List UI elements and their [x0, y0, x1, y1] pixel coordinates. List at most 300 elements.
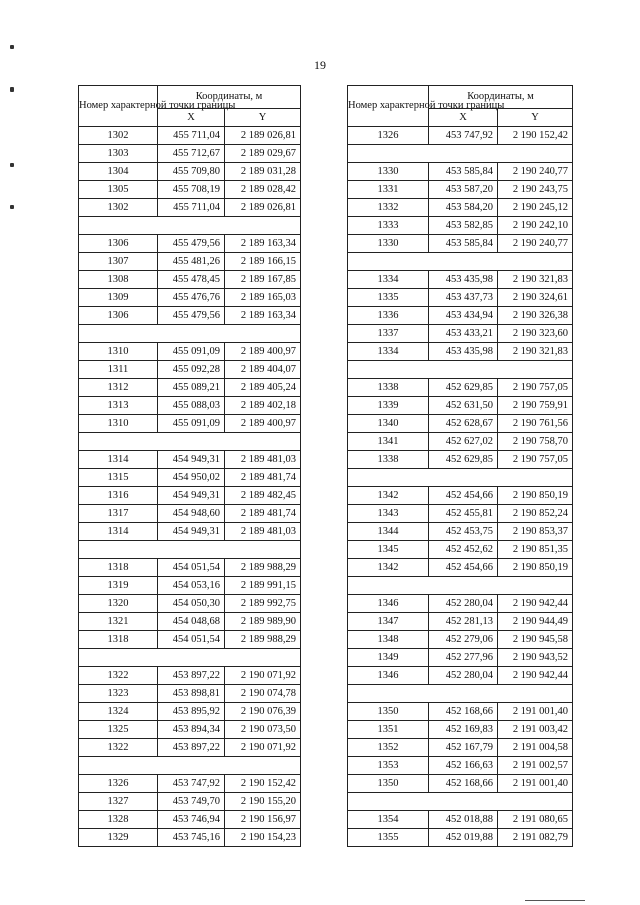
table-row — [79, 703, 301, 721]
table-row — [348, 433, 573, 451]
point-number-cell: 1346 — [348, 595, 429, 613]
table-row — [348, 829, 573, 847]
table-row — [348, 631, 573, 649]
table-row — [348, 343, 573, 361]
separator-row — [79, 649, 301, 667]
y-coordinate-cell: 2 190 156,97 — [225, 811, 301, 829]
y-coordinate-cell: 2 190 071,92 — [225, 667, 301, 685]
point-number-cell: 1302 — [79, 127, 158, 145]
table-row — [79, 199, 301, 217]
point-number-cell: 1336 — [348, 307, 429, 325]
x-coordinate-cell: 453 747,92 — [158, 775, 225, 793]
point-number-cell: 1348 — [348, 631, 429, 649]
x-coordinate-cell: 453 749,70 — [158, 793, 225, 811]
x-coordinate-cell: 453 898,81 — [158, 685, 225, 703]
point-number-cell: 1314 — [79, 523, 158, 541]
table-row — [348, 181, 573, 199]
x-coordinate-cell: 452 167,79 — [429, 739, 498, 757]
y-coordinate-cell: 2 189 400,97 — [225, 415, 301, 433]
x-coordinate-cell: 455 711,04 — [158, 199, 225, 217]
y-coordinate-cell: 2 190 943,52 — [498, 649, 573, 667]
x-coordinate-cell: 454 053,16 — [158, 577, 225, 595]
point-number-cell: 1350 — [348, 775, 429, 793]
table-row — [79, 235, 301, 253]
point-number-cell: 1327 — [79, 793, 158, 811]
x-coordinate-cell: 455 479,56 — [158, 235, 225, 253]
table-row — [79, 559, 301, 577]
point-number-cell: 1345 — [348, 541, 429, 559]
y-coordinate-cell: 2 190 073,50 — [225, 721, 301, 739]
y-coordinate-cell: 2 191 001,40 — [498, 703, 573, 721]
separator-row — [79, 217, 301, 235]
table-row — [79, 829, 301, 847]
separator-cell — [79, 217, 301, 235]
table-row — [79, 271, 301, 289]
table-row — [348, 487, 573, 505]
coordinates-table-right — [347, 85, 573, 847]
y-coordinate-cell: 2 190 758,70 — [498, 433, 573, 451]
point-number-cell: 1302 — [79, 199, 158, 217]
point-number-cell: 1318 — [79, 631, 158, 649]
separator-cell — [79, 325, 301, 343]
y-coordinate-cell: 2 190 942,44 — [498, 595, 573, 613]
point-number-cell: 1325 — [79, 721, 158, 739]
separator-row — [348, 145, 573, 163]
x-coordinate-cell: 455 712,67 — [158, 145, 225, 163]
x-coordinate-cell: 455 476,76 — [158, 289, 225, 307]
point-number-cell: 1355 — [348, 829, 429, 847]
y-coordinate-cell: 2 190 240,77 — [498, 163, 573, 181]
table-row — [79, 613, 301, 631]
table-row — [348, 559, 573, 577]
y-coordinate-cell: 2 190 759,91 — [498, 397, 573, 415]
x-coordinate-cell: 452 631,50 — [429, 397, 498, 415]
point-number-cell: 1326 — [79, 775, 158, 793]
y-coordinate-cell: 2 190 761,56 — [498, 415, 573, 433]
y-coordinate-cell: 2 190 326,38 — [498, 307, 573, 325]
y-coordinate-cell: 2 189 167,85 — [225, 271, 301, 289]
x-coordinate-cell: 452 168,66 — [429, 775, 498, 793]
table-row — [79, 811, 301, 829]
x-coordinate-cell: 452 454,66 — [429, 487, 498, 505]
y-coordinate-cell: 2 189 481,74 — [225, 469, 301, 487]
coordinates-header: Координаты, м — [429, 86, 573, 109]
x-coordinate-cell: 452 627,02 — [429, 433, 498, 451]
point-number-cell: 1354 — [348, 811, 429, 829]
y-coordinate-cell: 2 189 481,03 — [225, 451, 301, 469]
separator-row — [348, 469, 573, 487]
y-coordinate-cell: 2 191 004,58 — [498, 739, 573, 757]
point-number-cell: 1338 — [348, 451, 429, 469]
table-row — [348, 739, 573, 757]
separator-cell — [348, 577, 573, 595]
separator-cell — [348, 685, 573, 703]
y-coordinate-cell: 2 189 992,75 — [225, 595, 301, 613]
separator-cell — [348, 469, 573, 487]
point-number-cell: 1320 — [79, 595, 158, 613]
x-coordinate-cell: 452 277,96 — [429, 649, 498, 667]
separator-cell — [348, 793, 573, 811]
y-coordinate-cell: 2 190 240,77 — [498, 235, 573, 253]
x-coordinate-cell: 452 454,66 — [429, 559, 498, 577]
table-row — [348, 271, 573, 289]
table-row — [79, 289, 301, 307]
table-row — [348, 415, 573, 433]
point-number-cell: 1343 — [348, 505, 429, 523]
y-coordinate-cell: 2 191 082,79 — [498, 829, 573, 847]
table-row — [79, 451, 301, 469]
x-coordinate-cell: 452 280,04 — [429, 595, 498, 613]
separator-cell — [79, 649, 301, 667]
y-header: Y — [225, 109, 301, 127]
point-number-cell: 1352 — [348, 739, 429, 757]
x-coordinate-cell: 452 018,88 — [429, 811, 498, 829]
point-number-cell: 1339 — [348, 397, 429, 415]
x-coordinate-cell: 455 091,09 — [158, 415, 225, 433]
point-number-cell: 1311 — [79, 361, 158, 379]
x-coordinate-cell: 452 629,85 — [429, 379, 498, 397]
point-number-cell: 1341 — [348, 433, 429, 451]
x-coordinate-cell: 454 048,68 — [158, 613, 225, 631]
x-coordinate-cell: 452 279,06 — [429, 631, 498, 649]
x-coordinate-cell: 453 585,84 — [429, 163, 498, 181]
point-number-cell: 1326 — [348, 127, 429, 145]
table-row — [79, 667, 301, 685]
point-number-cell: 1342 — [348, 559, 429, 577]
x-coordinate-cell: 453 587,20 — [429, 181, 498, 199]
y-coordinate-cell: 2 190 944,49 — [498, 613, 573, 631]
x-coordinate-cell: 452 629,85 — [429, 451, 498, 469]
y-coordinate-cell: 2 190 757,05 — [498, 379, 573, 397]
point-number-cell: 1349 — [348, 649, 429, 667]
point-number-cell: 1353 — [348, 757, 429, 775]
table-row — [79, 793, 301, 811]
y-coordinate-cell: 2 189 989,90 — [225, 613, 301, 631]
table-row — [348, 289, 573, 307]
y-coordinate-cell: 2 189 481,74 — [225, 505, 301, 523]
table-row — [348, 235, 573, 253]
y-coordinate-cell: 2 189 482,45 — [225, 487, 301, 505]
y-coordinate-cell: 2 190 942,44 — [498, 667, 573, 685]
point-number-cell: 1324 — [79, 703, 158, 721]
x-coordinate-cell: 455 088,03 — [158, 397, 225, 415]
x-header: X — [429, 109, 498, 127]
point-number-cell: 1303 — [79, 145, 158, 163]
point-number-cell: 1313 — [79, 397, 158, 415]
x-coordinate-cell: 452 168,66 — [429, 703, 498, 721]
table-row — [348, 721, 573, 739]
point-number-cell: 1310 — [79, 343, 158, 361]
table-row — [348, 757, 573, 775]
x-coordinate-cell: 452 453,75 — [429, 523, 498, 541]
separator-cell — [348, 253, 573, 271]
point-number-cell: 1333 — [348, 217, 429, 235]
table-row — [79, 253, 301, 271]
y-coordinate-cell: 2 190 152,42 — [498, 127, 573, 145]
x-coordinate-cell: 453 433,21 — [429, 325, 498, 343]
separator-row — [79, 325, 301, 343]
point-number-cell: 1310 — [79, 415, 158, 433]
x-coordinate-cell: 453 437,73 — [429, 289, 498, 307]
x-coordinate-cell: 452 452,62 — [429, 541, 498, 559]
table-row — [348, 397, 573, 415]
point-number-cell: 1344 — [348, 523, 429, 541]
y-coordinate-cell: 2 190 757,05 — [498, 451, 573, 469]
table-row — [79, 721, 301, 739]
table-row — [79, 361, 301, 379]
left-table-body — [79, 127, 301, 847]
y-coordinate-cell: 2 190 853,37 — [498, 523, 573, 541]
separator-row — [79, 433, 301, 451]
page-number: 19 — [314, 58, 326, 72]
point-number-cell: 1314 — [79, 451, 158, 469]
x-coordinate-cell: 453 435,98 — [429, 343, 498, 361]
point-number-cell: 1308 — [79, 271, 158, 289]
y-coordinate-cell: 2 190 321,83 — [498, 343, 573, 361]
x-coordinate-cell: 452 169,83 — [429, 721, 498, 739]
y-coordinate-cell: 2 190 074,78 — [225, 685, 301, 703]
right-table-body — [348, 127, 573, 847]
table-row — [79, 739, 301, 757]
x-coordinate-cell: 453 585,84 — [429, 235, 498, 253]
table-row — [79, 487, 301, 505]
y-coordinate-cell: 2 189 026,81 — [225, 127, 301, 145]
x-coordinate-cell: 453 897,22 — [158, 739, 225, 757]
y-coordinate-cell: 2 190 242,10 — [498, 217, 573, 235]
point-number-cell: 1338 — [348, 379, 429, 397]
y-coordinate-cell: 2 191 001,40 — [498, 775, 573, 793]
y-coordinate-cell: 2 189 991,15 — [225, 577, 301, 595]
y-coordinate-cell: 2 189 404,07 — [225, 361, 301, 379]
point-number-cell: 1322 — [79, 739, 158, 757]
point-number-cell: 1305 — [79, 181, 158, 199]
separator-row — [348, 685, 573, 703]
point-number-cell: 1317 — [79, 505, 158, 523]
separator-cell — [79, 433, 301, 451]
x-coordinate-cell: 455 708,19 — [158, 181, 225, 199]
x-coordinate-cell: 455 089,21 — [158, 379, 225, 397]
y-coordinate-cell: 2 189 026,81 — [225, 199, 301, 217]
point-number-cell: 1335 — [348, 289, 429, 307]
y-coordinate-cell: 2 191 003,42 — [498, 721, 573, 739]
scan-mark — [10, 87, 14, 92]
x-coordinate-cell: 455 479,56 — [158, 307, 225, 325]
y-coordinate-cell: 2 190 323,60 — [498, 325, 573, 343]
point-number-cell: 1304 — [79, 163, 158, 181]
x-coordinate-cell: 454 949,31 — [158, 487, 225, 505]
point-number-cell: 1332 — [348, 199, 429, 217]
table-row — [79, 469, 301, 487]
x-coordinate-cell: 452 019,88 — [429, 829, 498, 847]
table-row — [348, 595, 573, 613]
y-coordinate-cell: 2 189 400,97 — [225, 343, 301, 361]
x-coordinate-cell: 455 478,45 — [158, 271, 225, 289]
y-coordinate-cell: 2 189 031,28 — [225, 163, 301, 181]
y-coordinate-cell: 2 190 945,58 — [498, 631, 573, 649]
table-row — [79, 163, 301, 181]
table-row — [348, 523, 573, 541]
table-row — [79, 181, 301, 199]
x-coordinate-cell: 454 051,54 — [158, 559, 225, 577]
separator-row — [79, 757, 301, 775]
point-number-cell: 1351 — [348, 721, 429, 739]
table-row — [79, 397, 301, 415]
table-row — [79, 127, 301, 145]
point-number-cell: 1322 — [79, 667, 158, 685]
x-coordinate-cell: 452 455,81 — [429, 505, 498, 523]
x-coordinate-cell: 453 584,20 — [429, 199, 498, 217]
table-row — [79, 505, 301, 523]
table-row — [348, 667, 573, 685]
table-row — [79, 379, 301, 397]
x-coordinate-cell: 455 709,80 — [158, 163, 225, 181]
point-number-cell: 1323 — [79, 685, 158, 703]
separator-cell — [348, 361, 573, 379]
y-coordinate-cell: 2 189 166,15 — [225, 253, 301, 271]
y-coordinate-cell: 2 190 850,19 — [498, 487, 573, 505]
x-coordinate-cell: 455 711,04 — [158, 127, 225, 145]
x-coordinate-cell: 454 949,31 — [158, 523, 225, 541]
y-coordinate-cell: 2 189 988,29 — [225, 631, 301, 649]
y-coordinate-cell: 2 190 076,39 — [225, 703, 301, 721]
table-row — [348, 613, 573, 631]
table-row — [348, 307, 573, 325]
point-number-cell: 1347 — [348, 613, 429, 631]
footer-rule — [525, 900, 585, 901]
y-coordinate-cell: 2 190 245,12 — [498, 199, 573, 217]
table-row — [348, 505, 573, 523]
scan-mark — [10, 205, 14, 209]
y-coordinate-cell: 2 190 851,35 — [498, 541, 573, 559]
point-number-cell: 1312 — [79, 379, 158, 397]
x-coordinate-cell: 454 051,54 — [158, 631, 225, 649]
point-number-cell: 1342 — [348, 487, 429, 505]
x-coordinate-cell: 453 582,85 — [429, 217, 498, 235]
point-number-header: Номер характерной точки границы — [348, 86, 429, 127]
point-number-cell: 1334 — [348, 343, 429, 361]
point-number-cell: 1306 — [79, 307, 158, 325]
point-number-cell: 1307 — [79, 253, 158, 271]
x-coordinate-cell: 452 628,67 — [429, 415, 498, 433]
table-row — [79, 307, 301, 325]
separator-row — [348, 361, 573, 379]
y-coordinate-cell: 2 190 243,75 — [498, 181, 573, 199]
point-number-cell: 1329 — [79, 829, 158, 847]
point-number-cell: 1350 — [348, 703, 429, 721]
x-coordinate-cell: 453 894,34 — [158, 721, 225, 739]
separator-row — [79, 541, 301, 559]
y-coordinate-cell: 2 189 029,67 — [225, 145, 301, 163]
x-coordinate-cell: 453 435,98 — [429, 271, 498, 289]
point-number-cell: 1330 — [348, 235, 429, 253]
table-row — [348, 217, 573, 235]
x-coordinate-cell: 455 091,09 — [158, 343, 225, 361]
coordinates-table-left — [78, 85, 301, 847]
point-number-cell: 1321 — [79, 613, 158, 631]
y-coordinate-cell: 2 189 481,03 — [225, 523, 301, 541]
point-number-cell: 1319 — [79, 577, 158, 595]
point-number-cell: 1316 — [79, 487, 158, 505]
table-row — [348, 127, 573, 145]
table-row — [79, 685, 301, 703]
y-coordinate-cell: 2 190 850,19 — [498, 559, 573, 577]
table-row — [79, 343, 301, 361]
point-number-cell: 1330 — [348, 163, 429, 181]
x-coordinate-cell: 453 745,16 — [158, 829, 225, 847]
x-coordinate-cell: 453 746,94 — [158, 811, 225, 829]
table-row — [348, 163, 573, 181]
point-number-cell: 1315 — [79, 469, 158, 487]
table-row — [79, 775, 301, 793]
x-coordinate-cell: 453 434,94 — [429, 307, 498, 325]
table-row — [79, 595, 301, 613]
y-coordinate-cell: 2 189 163,34 — [225, 235, 301, 253]
x-coordinate-cell: 452 281,13 — [429, 613, 498, 631]
y-header: Y — [498, 109, 573, 127]
y-coordinate-cell: 2 190 852,24 — [498, 505, 573, 523]
y-coordinate-cell: 2 190 154,23 — [225, 829, 301, 847]
table-row — [348, 649, 573, 667]
x-coordinate-cell: 453 897,22 — [158, 667, 225, 685]
x-coordinate-cell: 453 747,92 — [429, 127, 498, 145]
x-coordinate-cell: 453 895,92 — [158, 703, 225, 721]
y-coordinate-cell: 2 189 405,24 — [225, 379, 301, 397]
separator-row — [348, 253, 573, 271]
y-coordinate-cell: 2 189 988,29 — [225, 559, 301, 577]
point-number-cell: 1337 — [348, 325, 429, 343]
table-row — [79, 415, 301, 433]
table-row — [348, 325, 573, 343]
table-row — [348, 379, 573, 397]
y-coordinate-cell: 2 189 402,18 — [225, 397, 301, 415]
x-coordinate-cell: 452 166,63 — [429, 757, 498, 775]
point-number-cell: 1318 — [79, 559, 158, 577]
y-coordinate-cell: 2 190 152,42 — [225, 775, 301, 793]
table-row — [348, 199, 573, 217]
table-row — [348, 775, 573, 793]
scan-mark — [10, 45, 14, 49]
separator-cell — [79, 541, 301, 559]
y-coordinate-cell: 2 189 028,42 — [225, 181, 301, 199]
y-coordinate-cell: 2 189 165,03 — [225, 289, 301, 307]
point-number-cell: 1328 — [79, 811, 158, 829]
x-coordinate-cell: 455 092,28 — [158, 361, 225, 379]
separator-cell — [348, 145, 573, 163]
x-coordinate-cell: 454 949,31 — [158, 451, 225, 469]
y-coordinate-cell: 2 191 002,57 — [498, 757, 573, 775]
y-coordinate-cell: 2 189 163,34 — [225, 307, 301, 325]
point-number-cell: 1331 — [348, 181, 429, 199]
table-row — [79, 631, 301, 649]
y-coordinate-cell: 2 190 321,83 — [498, 271, 573, 289]
point-number-cell: 1334 — [348, 271, 429, 289]
separator-row — [348, 793, 573, 811]
point-number-header: Номер характерной точки границы — [79, 86, 158, 127]
table-row — [348, 541, 573, 559]
table-row — [348, 811, 573, 829]
x-coordinate-cell: 454 950,02 — [158, 469, 225, 487]
table-row — [79, 523, 301, 541]
x-coordinate-cell: 455 481,26 — [158, 253, 225, 271]
table-row — [348, 451, 573, 469]
coordinates-header: Координаты, м — [158, 86, 301, 109]
table-row — [348, 703, 573, 721]
point-number-cell: 1309 — [79, 289, 158, 307]
point-number-cell: 1306 — [79, 235, 158, 253]
y-coordinate-cell: 2 190 071,92 — [225, 739, 301, 757]
point-number-cell: 1340 — [348, 415, 429, 433]
table-row — [79, 145, 301, 163]
